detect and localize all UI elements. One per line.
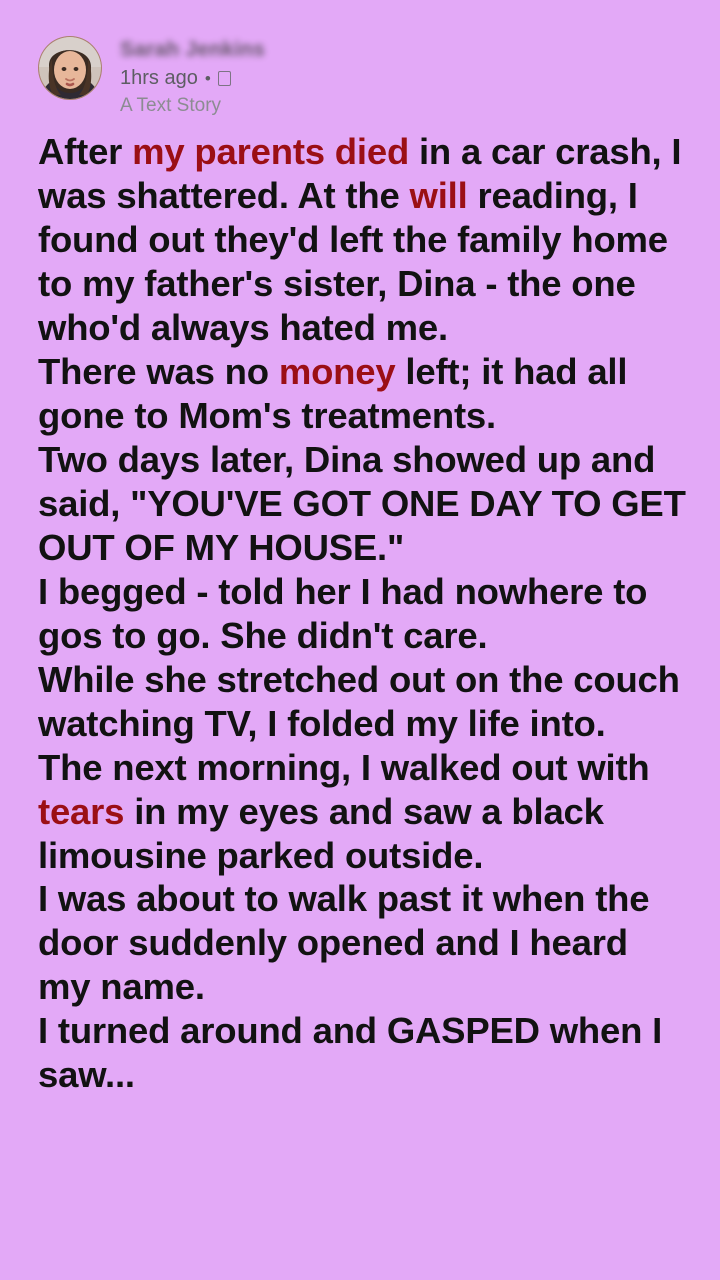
- story-body: [0, 104, 720, 1097]
- user-avatar-photo: [39, 37, 101, 99]
- story-text-segment: I turned around and GASPED when I saw...: [38, 1010, 663, 1096]
- story-text: [38, 130, 686, 1097]
- meta-separator: •: [204, 69, 211, 88]
- story-paragraph: [38, 877, 686, 1009]
- story-paragraph: [38, 438, 686, 570]
- header-text-block: [120, 36, 265, 117]
- story-text-segment: While she stretched out on the couch watching TV, I folded my life into.: [38, 658, 680, 744]
- story-text-segment: There was no: [38, 350, 279, 392]
- highlighted-phrase: my parents died: [132, 131, 410, 172]
- story-text-segment: I begged - told her I had nowhere to gos to go. She didn't care.: [38, 570, 648, 656]
- timestamp: 1hrs ago: [120, 67, 198, 89]
- highlighted-phrase: will: [409, 174, 468, 216]
- story-paragraph: [38, 746, 686, 878]
- story-text-segment: I was about to walk past it when the door suddenly opened and I heard my name.: [38, 878, 650, 1008]
- author-name[interactable]: Sarah Jenkins: [120, 38, 266, 61]
- story-paragraph: [38, 658, 686, 746]
- post-header: [0, 0, 720, 116]
- story-text-segment: The next morning, I walked out with: [38, 746, 650, 788]
- story-label: A Text Story: [120, 95, 222, 116]
- post-meta: [120, 67, 265, 90]
- story-text-segment: in my eyes and saw a black limousine parked outside.: [38, 790, 604, 876]
- avatar[interactable]: [38, 36, 102, 100]
- highlighted-phrase: money: [278, 350, 396, 392]
- story-text-segment: After: [38, 131, 133, 172]
- story-paragraph: [38, 570, 686, 658]
- story-paragraph: [38, 130, 686, 350]
- story-paragraph: [38, 350, 686, 438]
- story-text-segment: left; it had all gone to Mom's treatments.: [38, 350, 628, 436]
- story-text-segment: Two days later, Dina showed up and said, "YOU'VE GOT ONE DAY TO GET OUT OF MY HOUSE.": [38, 438, 686, 568]
- highlighted-phrase: tears: [38, 790, 125, 832]
- story-text-segment: in a car crash, I was shattered. At the: [38, 131, 682, 216]
- story-paragraph: [38, 1009, 686, 1097]
- globe-icon: [218, 71, 231, 86]
- story-text-segment: reading, I found out they'd left the family home to my father's sister, Dina - the one who'd always hated me.: [38, 174, 668, 348]
